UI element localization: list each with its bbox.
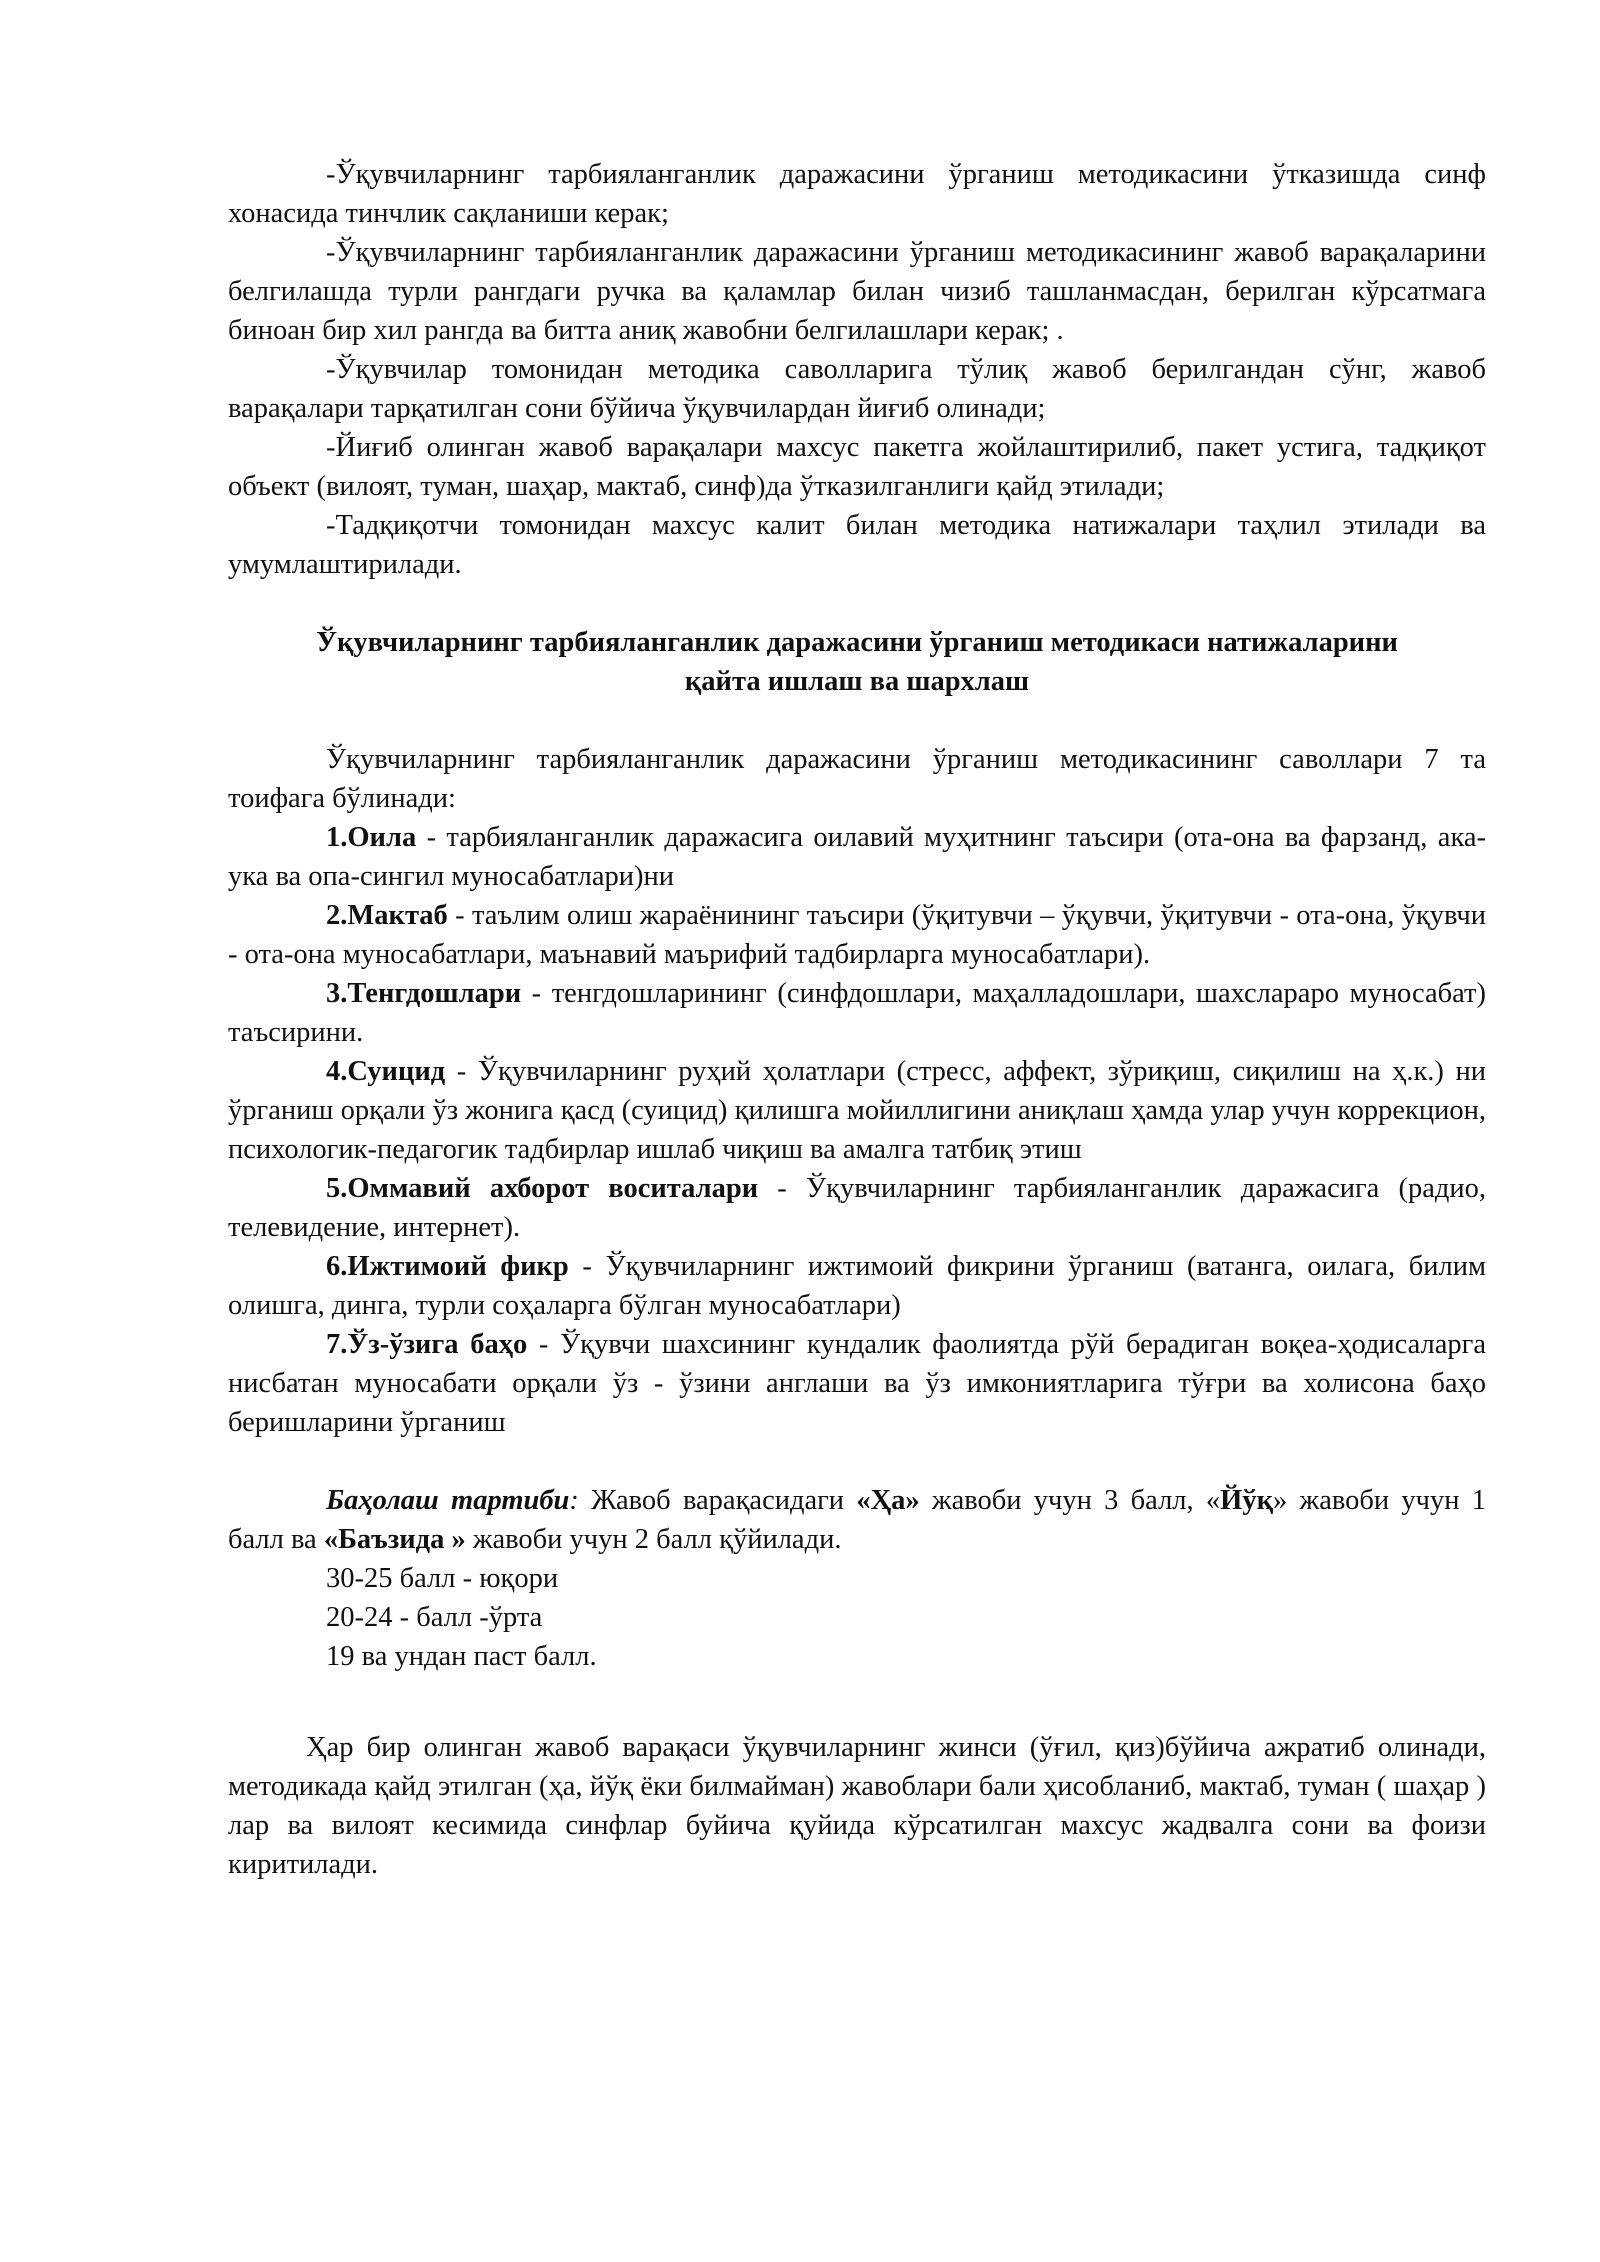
score-level-medium: 20-24 - балл -ўрта [326, 1602, 543, 1633]
section-title-line-1: Ўқувчиларнинг тарбияланганлик даражасини ўрганиш методикаси натижаларини [316, 627, 1398, 658]
category-item [228, 1052, 1486, 1169]
category-label: 5.Оммавий ахборот воситалари [326, 1173, 759, 1204]
scoring-text-3: » жавоби учун 1 балл ва [228, 1485, 1486, 1555]
scoring-text-2: жавоби учун 3 балл, « [919, 1485, 1221, 1516]
category-text: - Ўқувчиларнинг тарбияланганлик даражасига (радио, телевидение, интернет). [228, 1173, 1487, 1243]
categories-intro: Ўқувчиларнинг тарбияланганлик даражасини ўрганиш методикасининг саволлари 7 та тоифага бўлинади: [228, 744, 1486, 814]
scoring-colon: : [569, 1485, 579, 1516]
answer-ha: «Ҳа» [856, 1485, 920, 1516]
answer-yoq: Йўқ [1220, 1485, 1273, 1516]
instruction-paragraph-4: -Йиғиб олинган жавоб варақалари махсус пакетга жойлаштирилиб, пакет устига, тадқиқот объект (вилоят, туман, шаҳар, мактаб, синф)да ўтказилганлиги қайд этилади; [228, 432, 1486, 502]
category-text: - Ўқувчи шахсининг кундалик фаолиятда рўй берадиган воқеа-ҳодисаларга нисбатан муносабати орқали ўз - ўзини англаши ва ўз имкониятларига тўғри ва холисона баҳо беришларини ўрганиш [228, 1329, 1486, 1438]
section-title [228, 623, 1486, 701]
category-label: 1.Оила [326, 822, 417, 853]
category-label: 4.Суицид [326, 1056, 446, 1087]
scoring-label: Баҳолаш тартиби [326, 1485, 570, 1516]
category-label: 3.Тенгдошлари [326, 978, 522, 1009]
scoring-text-1: Жавоб варақасидаги [578, 1485, 857, 1516]
category-text: - Ўқувчиларнинг ижтимоий фикрини ўрганиш (ватанга, оилага, билим олишга, динга, турли соҳаларга бўлган муносабатлари) [228, 1251, 1486, 1321]
instruction-paragraph-5: -Тадқиқотчи томонидан махсус калит билан методика натижалари таҳлил этилади ва умумлаштирилади. [228, 510, 1486, 580]
score-level-low: 19 ва ундан паст балл. [326, 1641, 597, 1672]
category-label: 2.Мактаб [326, 900, 448, 931]
answer-bazida: «Баъзида » [323, 1524, 466, 1555]
instruction-paragraph-1: -Ўқувчиларнинг тарбияланганлик даражасини ўрганиш методикасини ўтказишда синф хонасида тинчлик сақланиши керак; [228, 159, 1486, 229]
scoring-text-4: жавоби учун 2 балл қўйилади. [465, 1524, 842, 1555]
category-item [228, 1247, 1486, 1325]
category-text: - Ўқувчиларнинг руҳий ҳолатлари (стресс, аффект, зўриқиш, сиқилиш на ҳ.к.) ни ўрганиш орқали ўз жонига қасд (суицид) қилишга мойиллигини аниқлаш ҳамда улар учун коррекцион, психологик-педагогик тадбирлар ишлаб чиқиш ва амалга татбиқ этиш [228, 1056, 1486, 1165]
closing-paragraph: Ҳар бир олинган жавоб варақаси ўқувчиларнинг жинси (ўғил, қиз)бўйича ажратиб олинади, методикада қайд этилган (ҳа, йўқ ёки билмайман) жавоблари бали ҳисобланиб, мактаб, туман ( шаҳар ) лар ва вилоят кесимида синфлар буйича қуйида кўрсатилган махсус жадвалга сони ва фоизи киритилади. [228, 1732, 1486, 1880]
category-text: - тенгдошларининг (синфдошлари, маҳалладошлари, шахсларaро муносабат) таъсирини. [228, 978, 1486, 1048]
category-label: 7.Ўз-ўзига баҳо [326, 1329, 528, 1360]
scoring-paragraph [228, 1481, 1486, 1559]
category-item [228, 1169, 1486, 1247]
category-item [228, 974, 1486, 1052]
document-page [228, 155, 1486, 1884]
category-text: - тарбияланганлик даражасига оилавий муҳитнинг таъсири (ота-она ва фарзанд, ака-ука ва опа-сингил муносабатлари)ни [228, 822, 1486, 892]
instruction-paragraph-3: -Ўқувчилар томонидан методика саволларига тўлиқ жавоб берилгандан сўнг, жавоб варақалари тарқатилган сони бўйича ўқувчилардан йиғиб олинади; [228, 354, 1486, 424]
category-item [228, 1325, 1486, 1442]
score-level-high: 30-25 балл - юқори [326, 1563, 559, 1594]
category-item [228, 818, 1486, 896]
section-title-line-2: қайта ишлаш ва шархлаш [684, 666, 1030, 697]
category-text: - таълим олиш жараёнининг таъсири (ўқитувчи – ўқувчи, ўқитувчи - ота-она, ўқувчи - ота-она муносабатлари, маънавий маърифий тадбирларга муносабатлари). [228, 900, 1486, 970]
category-label: 6.Ижтимоий фикр [326, 1251, 569, 1282]
category-item [228, 896, 1486, 974]
instruction-paragraph-2: -Ўқувчиларнинг тарбияланганлик даражасини ўрганиш методикасининг жавоб варақаларини белгилашда турли рангдаги ручка ва қаламлар билан чизиб ташланмасдан, берилган кўрсатмага биноан бир хил рангда ва битта аниқ жавобни белгилашлари керак; . [228, 237, 1486, 346]
